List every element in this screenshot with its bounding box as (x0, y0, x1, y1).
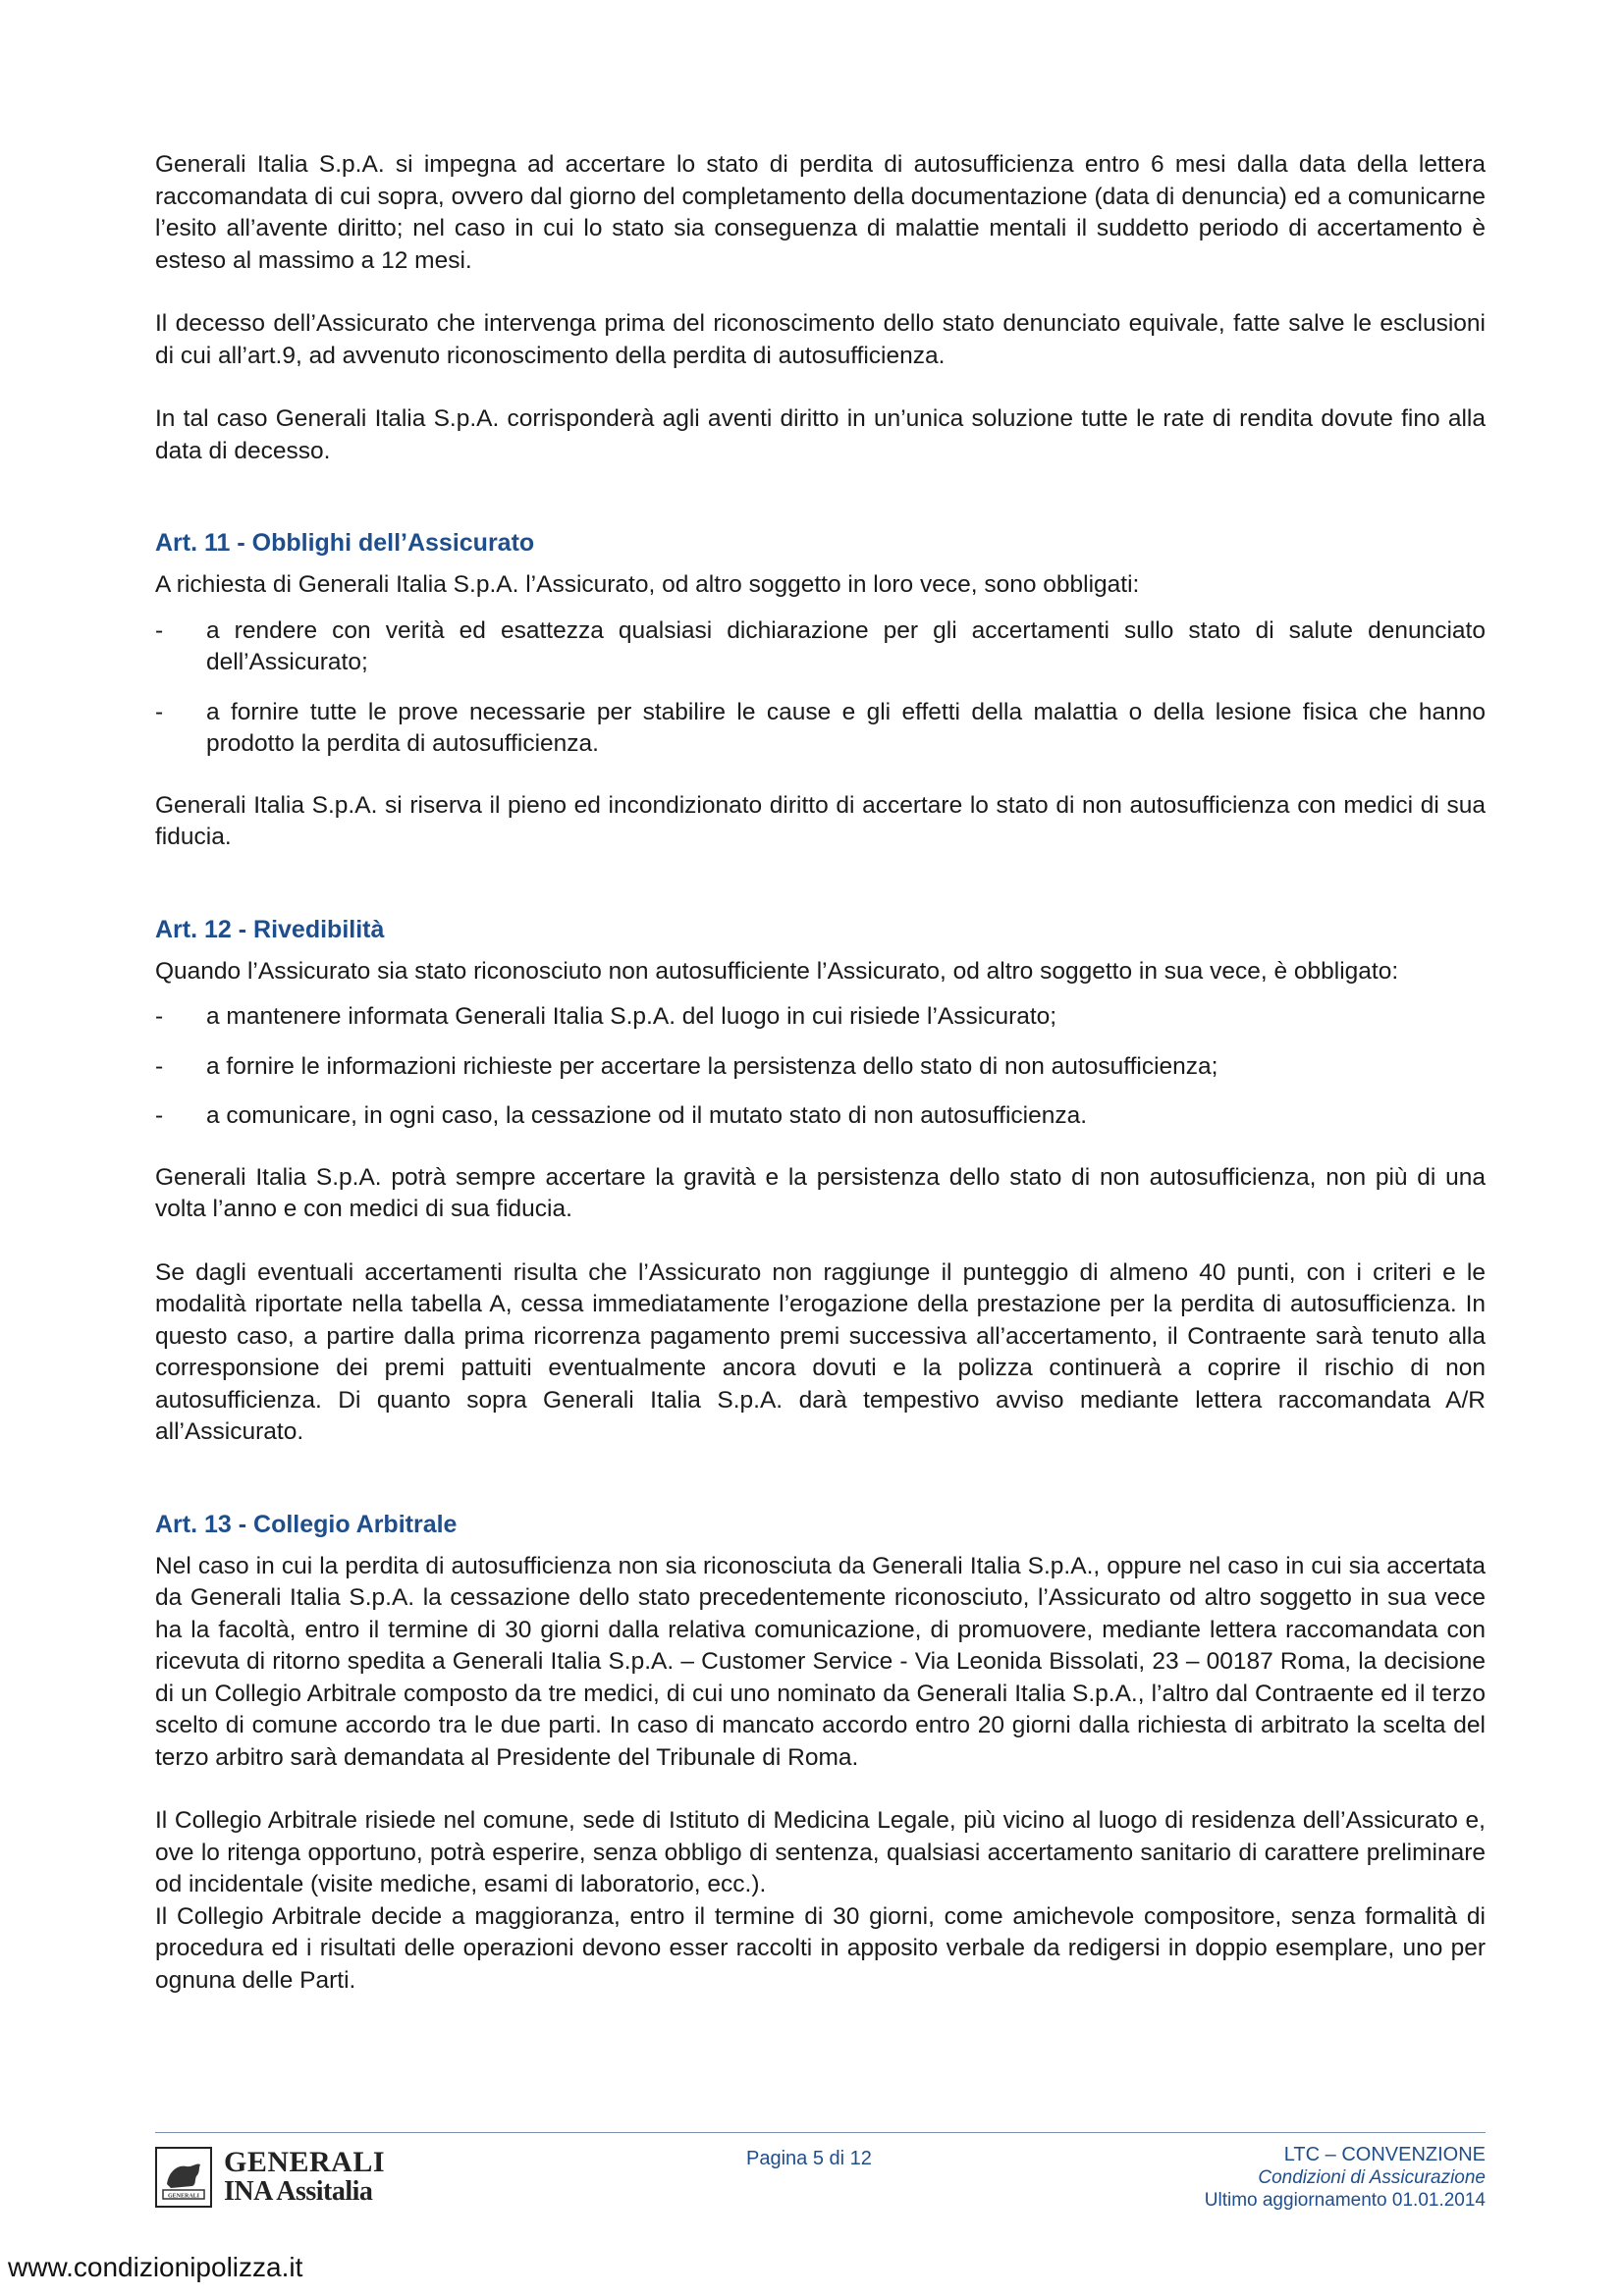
intro-paragraph-3: In tal caso Generali Italia S.p.A. corrisponderà agli aventi diritto in un’unica soluzione tutte le rate di rendita dovute fino alla data di decesso. (155, 405, 1486, 464)
art11-lead: A richiesta di Generali Italia S.p.A. l’Assicurato, od altro soggetto in loro vece, sono obbligati: (155, 571, 1140, 598)
generali-logo (155, 2143, 386, 2212)
list-item (155, 615, 1486, 679)
dash-marker: - (155, 1003, 164, 1030)
brand-line-1: GENERALI (224, 2146, 386, 2178)
list-item-text: a fornire tutte le prove necessarie per stabilire le cause e gli effetti della malattia o della lesione fisica che hanno prodotto la perdita di autosufficienza. (206, 698, 1486, 757)
art13-heading: Art. 13 - Collegio Arbitrale (155, 1510, 458, 1538)
art12-paragraph-1: Generali Italia S.p.A. potrà sempre accertare la gravità e la persistenza dello stato di non autosufficienza, non più di una volta l’anno e con medici di sua fiducia. (155, 1163, 1486, 1222)
document-body (155, 149, 1486, 1997)
intro-paragraph-2: Il decesso dell’Assicurato che intervenga prima del riconoscimento dello stato denunciato equivale, fatte salve le esclusioni di cui all’art.9, ad avvenuto riconoscimento della perdita di autosufficienza. (155, 310, 1486, 369)
art11-paragraph: Generali Italia S.p.A. si riserva il pieno ed incondizionato diritto di accertare lo stato di non autosufficienza con medici di sua fiducia. (155, 791, 1486, 850)
art12-list (155, 1001, 1486, 1133)
art12-heading: Art. 12 - Rivedibilità (155, 915, 385, 943)
intro-paragraph-1: Generali Italia S.p.A. si impegna ad accertare lo stato di perdita di autosufficienza entro 6 mesi dalla data della lettera raccomandata di cui sopra, ovvero dal giorno del completamento della documentazione (data di denuncia) ed a comunicarne l’esito all’avente diritto; nel caso in cui lo stato sia conseguenza di malattie mentali il suddetto periodo di accertamento è esteso al massimo a 12 mesi. (155, 151, 1486, 274)
list-item-text: a comunicare, in ogni caso, la cessazione od il mutato stato di non autosufficienza. (206, 1102, 1088, 1129)
brand-line-2: INA Assitalia (224, 2176, 373, 2207)
site-watermark: www.condizionipolizza.it (8, 2252, 303, 2282)
dash-marker: - (155, 1052, 164, 1080)
list-item (155, 697, 1486, 761)
dash-marker: - (155, 698, 164, 725)
list-item-text: a fornire le informazioni richieste per accertare la persistenza dello stato di non autosufficienza; (206, 1052, 1218, 1080)
list-item (155, 1100, 1486, 1133)
list-item-text: a rendere con verità ed esattezza qualsiasi dichiarazione per gli accertamenti sullo stato di salute denunciato dell’Assicurato; (206, 616, 1486, 675)
page-number: Pagina 5 di 12 (746, 2148, 872, 2169)
brand-name (224, 2148, 385, 2207)
art12-paragraph-2: Se dagli eventuali accertamenti risulta che l’Assicurato non raggiunge il punteggio di almeno 40 punti, con i criteri e le modalità riportate nella tabella A, cessa immediatamente l’erogazione della prestazione per la perdita di autosufficienza. In questo caso, a partire dalla prima ricorrenza pagamento premi successiva all’accertamento, il Contraente sarà tenuto alla corresponsione dei premi pattuiti eventualmente ancora dovuti e la polizza continuerà a coprire il rischio di non autosufficienza. Di quanto sopra Generali Italia S.p.A. darà tempestivo avviso mediante lettera raccomandata A/R all’Assicurato. (155, 1258, 1486, 1445)
list-item-text: a mantenere informata Generali Italia S.p.A. del luogo in cui risiede l’Assicurato; (206, 1003, 1057, 1030)
doc-updated: Ultimo aggiornamento 01.01.2014 (1204, 2190, 1486, 2211)
doc-title: LTC – CONVENZIONE (1283, 2144, 1486, 2165)
doc-subtitle: Condizioni di Assicurazione (1258, 2167, 1486, 2188)
dash-marker: - (155, 1102, 164, 1129)
dash-marker: - (155, 616, 164, 644)
art13-paragraph-3: Il Collegio Arbitrale decide a maggioranza, entro il termine di 30 giorni, come amichevole compositore, senza formalità di procedura ed i risultati delle operazioni devono esser raccolti in apposito verbale da redigersi in doppio esemplare, uno per ognuna delle Parti. (155, 1902, 1486, 1994)
art13-paragraph-2: Il Collegio Arbitrale risiede nel comune, sede di Istituto di Medicina Legale, più vicino al luogo di residenza dell’Assicurato e, ove lo ritenga opportuno, potrà esperire, senza obbligo di sentenza, qualsiasi accertamento sanitario di carattere preliminare od incidentale (visite mediche, esami di laboratorio, ecc.). (155, 1807, 1486, 1897)
list-item (155, 1051, 1486, 1084)
art13-paragraph-1: Nel caso in cui la perdita di autosufficienza non sia riconosciuta da Generali Italia S.p.A., oppure nel caso in cui sia accertata da Generali Italia S.p.A. la cessazione dello stato precedentemente riconosciuto, l’Assicurato od altro soggetto in sua vece ha la facoltà, entro il termine di 30 giorni dalla relativa comunicazione, di promuovere, mediante lettera raccomandata con ricevuta di ritorno spedita a Generali Italia S.p.A. – Customer Service - Via Leonida Bissolati, 23 – 00187 Roma, la decisione di un Collegio Arbitrale composto da tre medici, di cui uno nominato da Generali Italia S.p.A., l’altro dal Contraente ed il terzo scelto di comune accordo tra le due parti. In caso di mancato accordo entro 20 giorni dalla richiesta di arbitrato la scelta del terzo arbitro sarà demandata al Presidente del Tribunale di Roma. (155, 1552, 1486, 1771)
list-item (155, 1001, 1486, 1034)
art11-list (155, 615, 1486, 761)
document-info (1205, 2144, 1486, 2212)
art11-heading: Art. 11 - Obblighi dell’Assicurato (155, 529, 535, 557)
footer-divider (155, 2132, 1486, 2133)
emblem-text: GENERALI (167, 2193, 200, 2200)
art12-lead: Quando l’Assicurato sia stato riconosciuto non autosufficiente l’Assicurato, od altro soggetto in sua vece, è obbligato: (155, 957, 1399, 985)
lion-emblem-icon (155, 2147, 212, 2208)
